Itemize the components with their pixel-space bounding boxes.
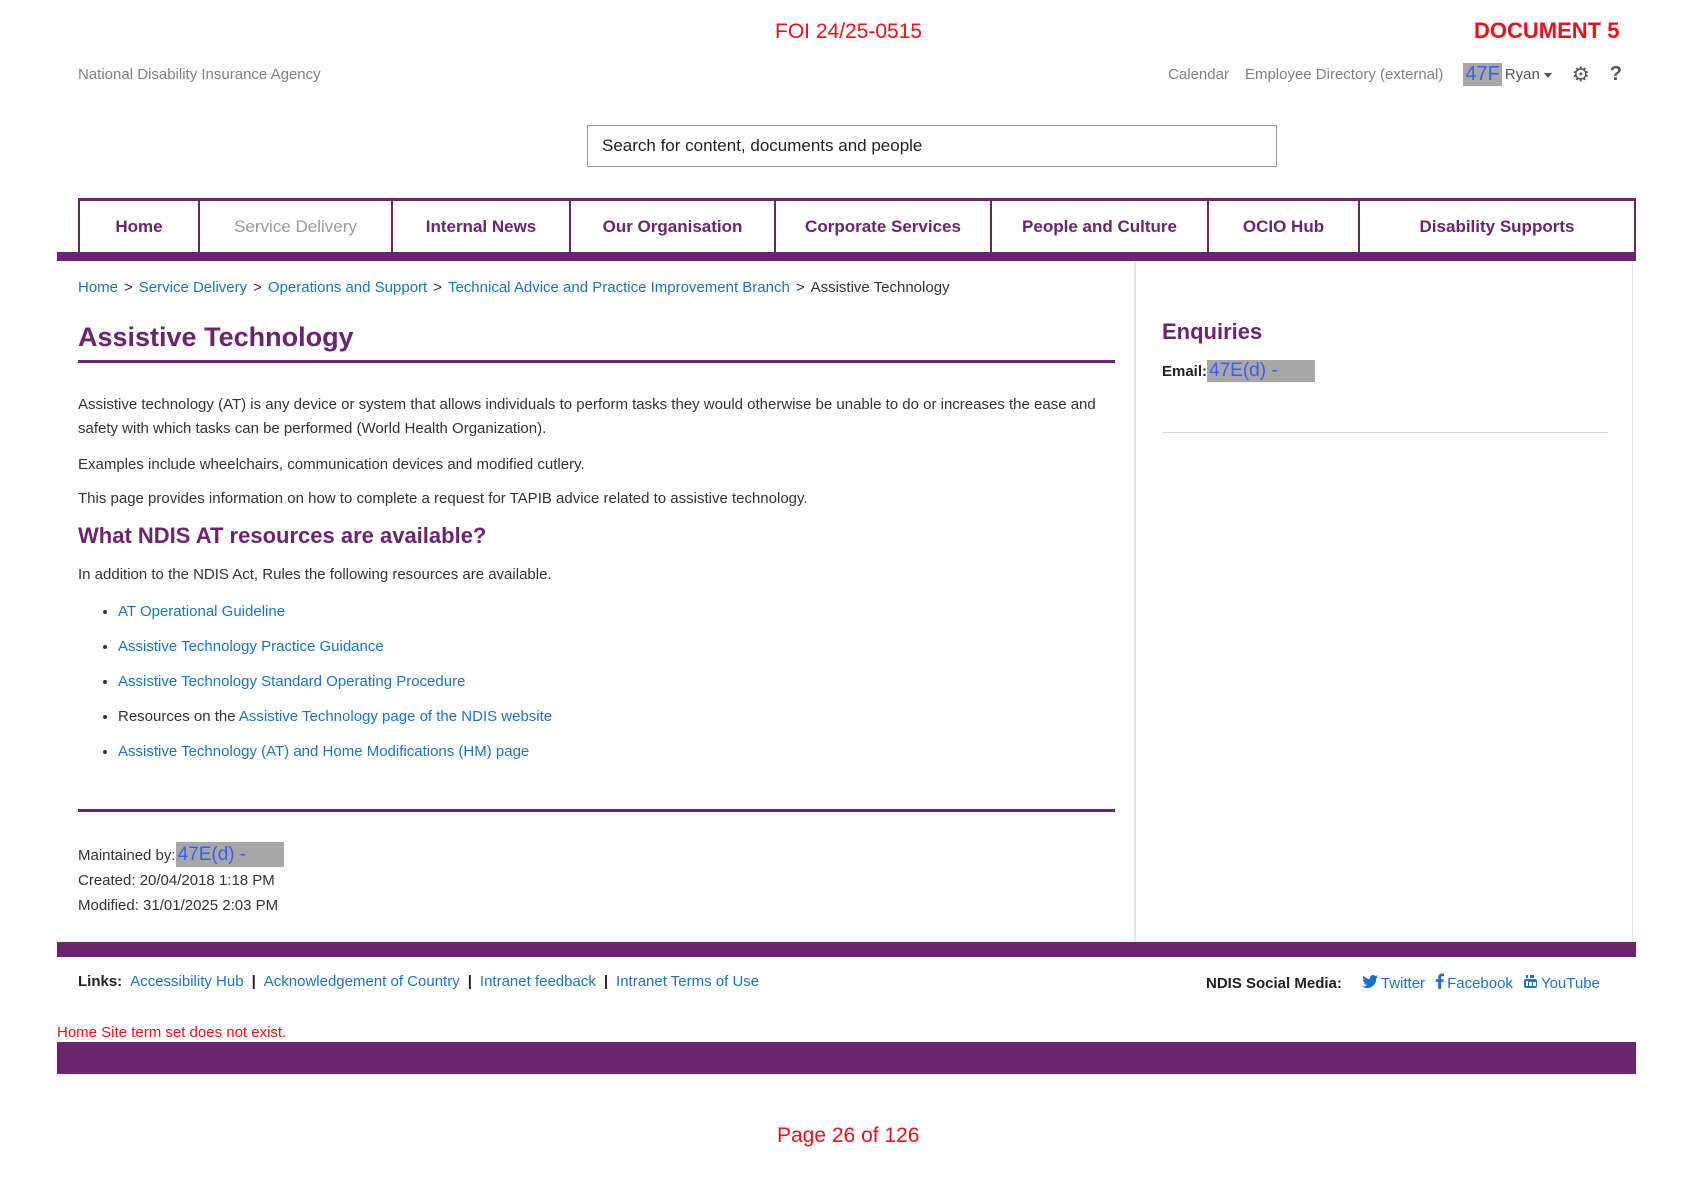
at-sop-link[interactable]: Assistive Technology Standard Operating Procedure — [118, 673, 466, 690]
youtube-label: YouTube — [1540, 974, 1600, 992]
user-redaction: 47F — [1465, 63, 1500, 85]
breadcrumb-current: Assistive Technology — [810, 279, 950, 296]
maintained-label: Maintained by: — [78, 847, 176, 864]
title-divider — [78, 360, 1115, 363]
list-item — [118, 740, 552, 775]
youtube-icon — [1523, 974, 1538, 993]
twitter-icon — [1362, 975, 1378, 992]
tab-disability-supports[interactable]: Disability Supports — [1358, 201, 1636, 253]
facebook-link[interactable] — [1435, 973, 1513, 993]
breadcrumb-separator: > — [253, 279, 262, 296]
resources-heading: What NDIS AT resources are available? — [78, 523, 487, 548]
page-number-stamp: Page 26 of 126 — [777, 1124, 920, 1147]
employee-directory-link[interactable]: Employee Directory (external) — [1244, 66, 1444, 83]
breadcrumb-service-delivery[interactable]: Service Delivery — [138, 279, 248, 296]
at-hm-page-link[interactable]: Assistive Technology (AT) and Home Modifications (HM) page — [118, 743, 530, 760]
at-practice-guidance-link[interactable]: Assistive Technology Practice Guidance — [118, 638, 384, 655]
tab-service-delivery[interactable]: Service Delivery — [198, 201, 391, 253]
purpose-paragraph: This page provides information on how to complete a request for TAPIB advice related to assistive technology. — [78, 490, 808, 507]
user-menu[interactable] — [1505, 66, 1552, 83]
twitter-label: Twitter — [1380, 974, 1426, 992]
foi-reference-stamp: FOI 24/25-0515 — [775, 20, 923, 43]
social-label: NDIS Social Media: — [1206, 974, 1342, 992]
breadcrumb — [78, 279, 950, 296]
accessibility-hub-link[interactable]: Accessibility Hub — [130, 973, 244, 990]
maintained-by — [78, 842, 284, 868]
gear-icon[interactable]: ⚙ — [1571, 64, 1590, 86]
intranet-terms-link[interactable]: Intranet Terms of Use — [616, 973, 760, 990]
help-icon[interactable]: ? — [1609, 63, 1622, 85]
footer-separator: | — [251, 973, 256, 990]
calendar-link[interactable]: Calendar — [1168, 66, 1229, 83]
facebook-icon — [1435, 973, 1444, 993]
resources-intro: In addition to the NDIS Act, Rules the following resources are available. — [78, 566, 552, 583]
footer-separator: | — [603, 973, 609, 990]
acknowledgement-link[interactable]: Acknowledgement of Country — [263, 973, 460, 990]
list-item — [118, 635, 552, 670]
examples-paragraph: Examples include wheelchairs, communication devices and modified cutlery. — [78, 456, 585, 473]
agency-name: National Disability Insurance Agency — [78, 66, 321, 83]
email-redaction: 47E(d) - — [1207, 360, 1315, 382]
footer-separator: | — [467, 973, 472, 990]
enquiries-email — [1162, 360, 1315, 382]
footer-bottom-bar — [57, 1042, 1636, 1074]
footer-links-label: Links: — [78, 973, 123, 990]
tab-corporate-services[interactable]: Corporate Services — [774, 201, 990, 253]
top-utility-nav — [1152, 62, 1622, 87]
search-input[interactable] — [588, 126, 1276, 166]
ndis-website-at-link[interactable]: Assistive Technology page of the NDIS website — [238, 708, 553, 725]
youtube-link[interactable] — [1523, 974, 1600, 993]
list-item — [118, 670, 552, 705]
page-title: Assistive Technology — [78, 322, 354, 352]
content-right-border — [1632, 261, 1633, 942]
breadcrumb-separator: > — [433, 279, 442, 296]
at-operational-guideline-link[interactable]: AT Operational Guideline — [118, 603, 286, 620]
breadcrumb-separator: > — [795, 279, 805, 296]
footer-links — [78, 973, 759, 990]
footer-top-bar — [57, 942, 1636, 957]
breadcrumb-operations-and-support[interactable]: Operations and Support — [267, 279, 428, 296]
page-metadata — [78, 842, 284, 918]
content-bottom-divider — [78, 809, 1115, 812]
intro-paragraph: Assistive technology (AT) is any device or system that allows individuals to perform tasks they would otherwise be unable to do or increases the ease and safety with which tasks can be performed (World Health Organization). — [78, 396, 1096, 437]
tab-our-organisation[interactable]: Our Organisation — [569, 201, 774, 253]
twitter-link[interactable] — [1362, 975, 1425, 992]
tab-ocio-hub[interactable]: OCIO Hub — [1207, 201, 1358, 253]
list-item — [118, 705, 552, 740]
nav-bottom-bar — [57, 252, 1636, 261]
main-navigation — [78, 198, 1636, 253]
tab-internal-news[interactable]: Internal News — [391, 201, 569, 253]
sidebar-divider — [1134, 261, 1136, 942]
home-site-error-message: Home Site term set does not exist. — [57, 1024, 287, 1041]
sidebar-divider-line — [1162, 432, 1608, 433]
created-date: Created: 20/04/2018 1:18 PM — [78, 872, 275, 889]
tab-home[interactable]: Home — [78, 201, 198, 253]
maintainer-redaction: 47E(d) - — [176, 842, 284, 867]
resource-list — [100, 600, 552, 775]
chevron-down-icon — [1544, 73, 1552, 78]
breadcrumb-separator: > — [124, 279, 133, 296]
modified-date: Modified: 31/01/2025 2:03 PM — [78, 897, 279, 914]
facebook-label: Facebook — [1447, 974, 1513, 992]
document-number-stamp: DOCUMENT 5 — [1474, 18, 1620, 43]
social-media-links — [1206, 973, 1600, 993]
intranet-feedback-link[interactable]: Intranet feedback — [479, 973, 596, 990]
list-item — [118, 600, 552, 635]
breadcrumb-home[interactable]: Home — [78, 279, 119, 296]
tab-people-and-culture[interactable]: People and Culture — [990, 201, 1207, 253]
search-box — [587, 125, 1277, 167]
email-label: Email: — [1162, 363, 1208, 380]
enquiries-heading: Enquiries — [1162, 319, 1263, 344]
user-name: Ryan — [1504, 66, 1540, 83]
breadcrumb-technical-advice[interactable]: Technical Advice and Practice Improvement Branch — [447, 279, 790, 296]
resource-prefix: Resources on the — [118, 708, 239, 725]
